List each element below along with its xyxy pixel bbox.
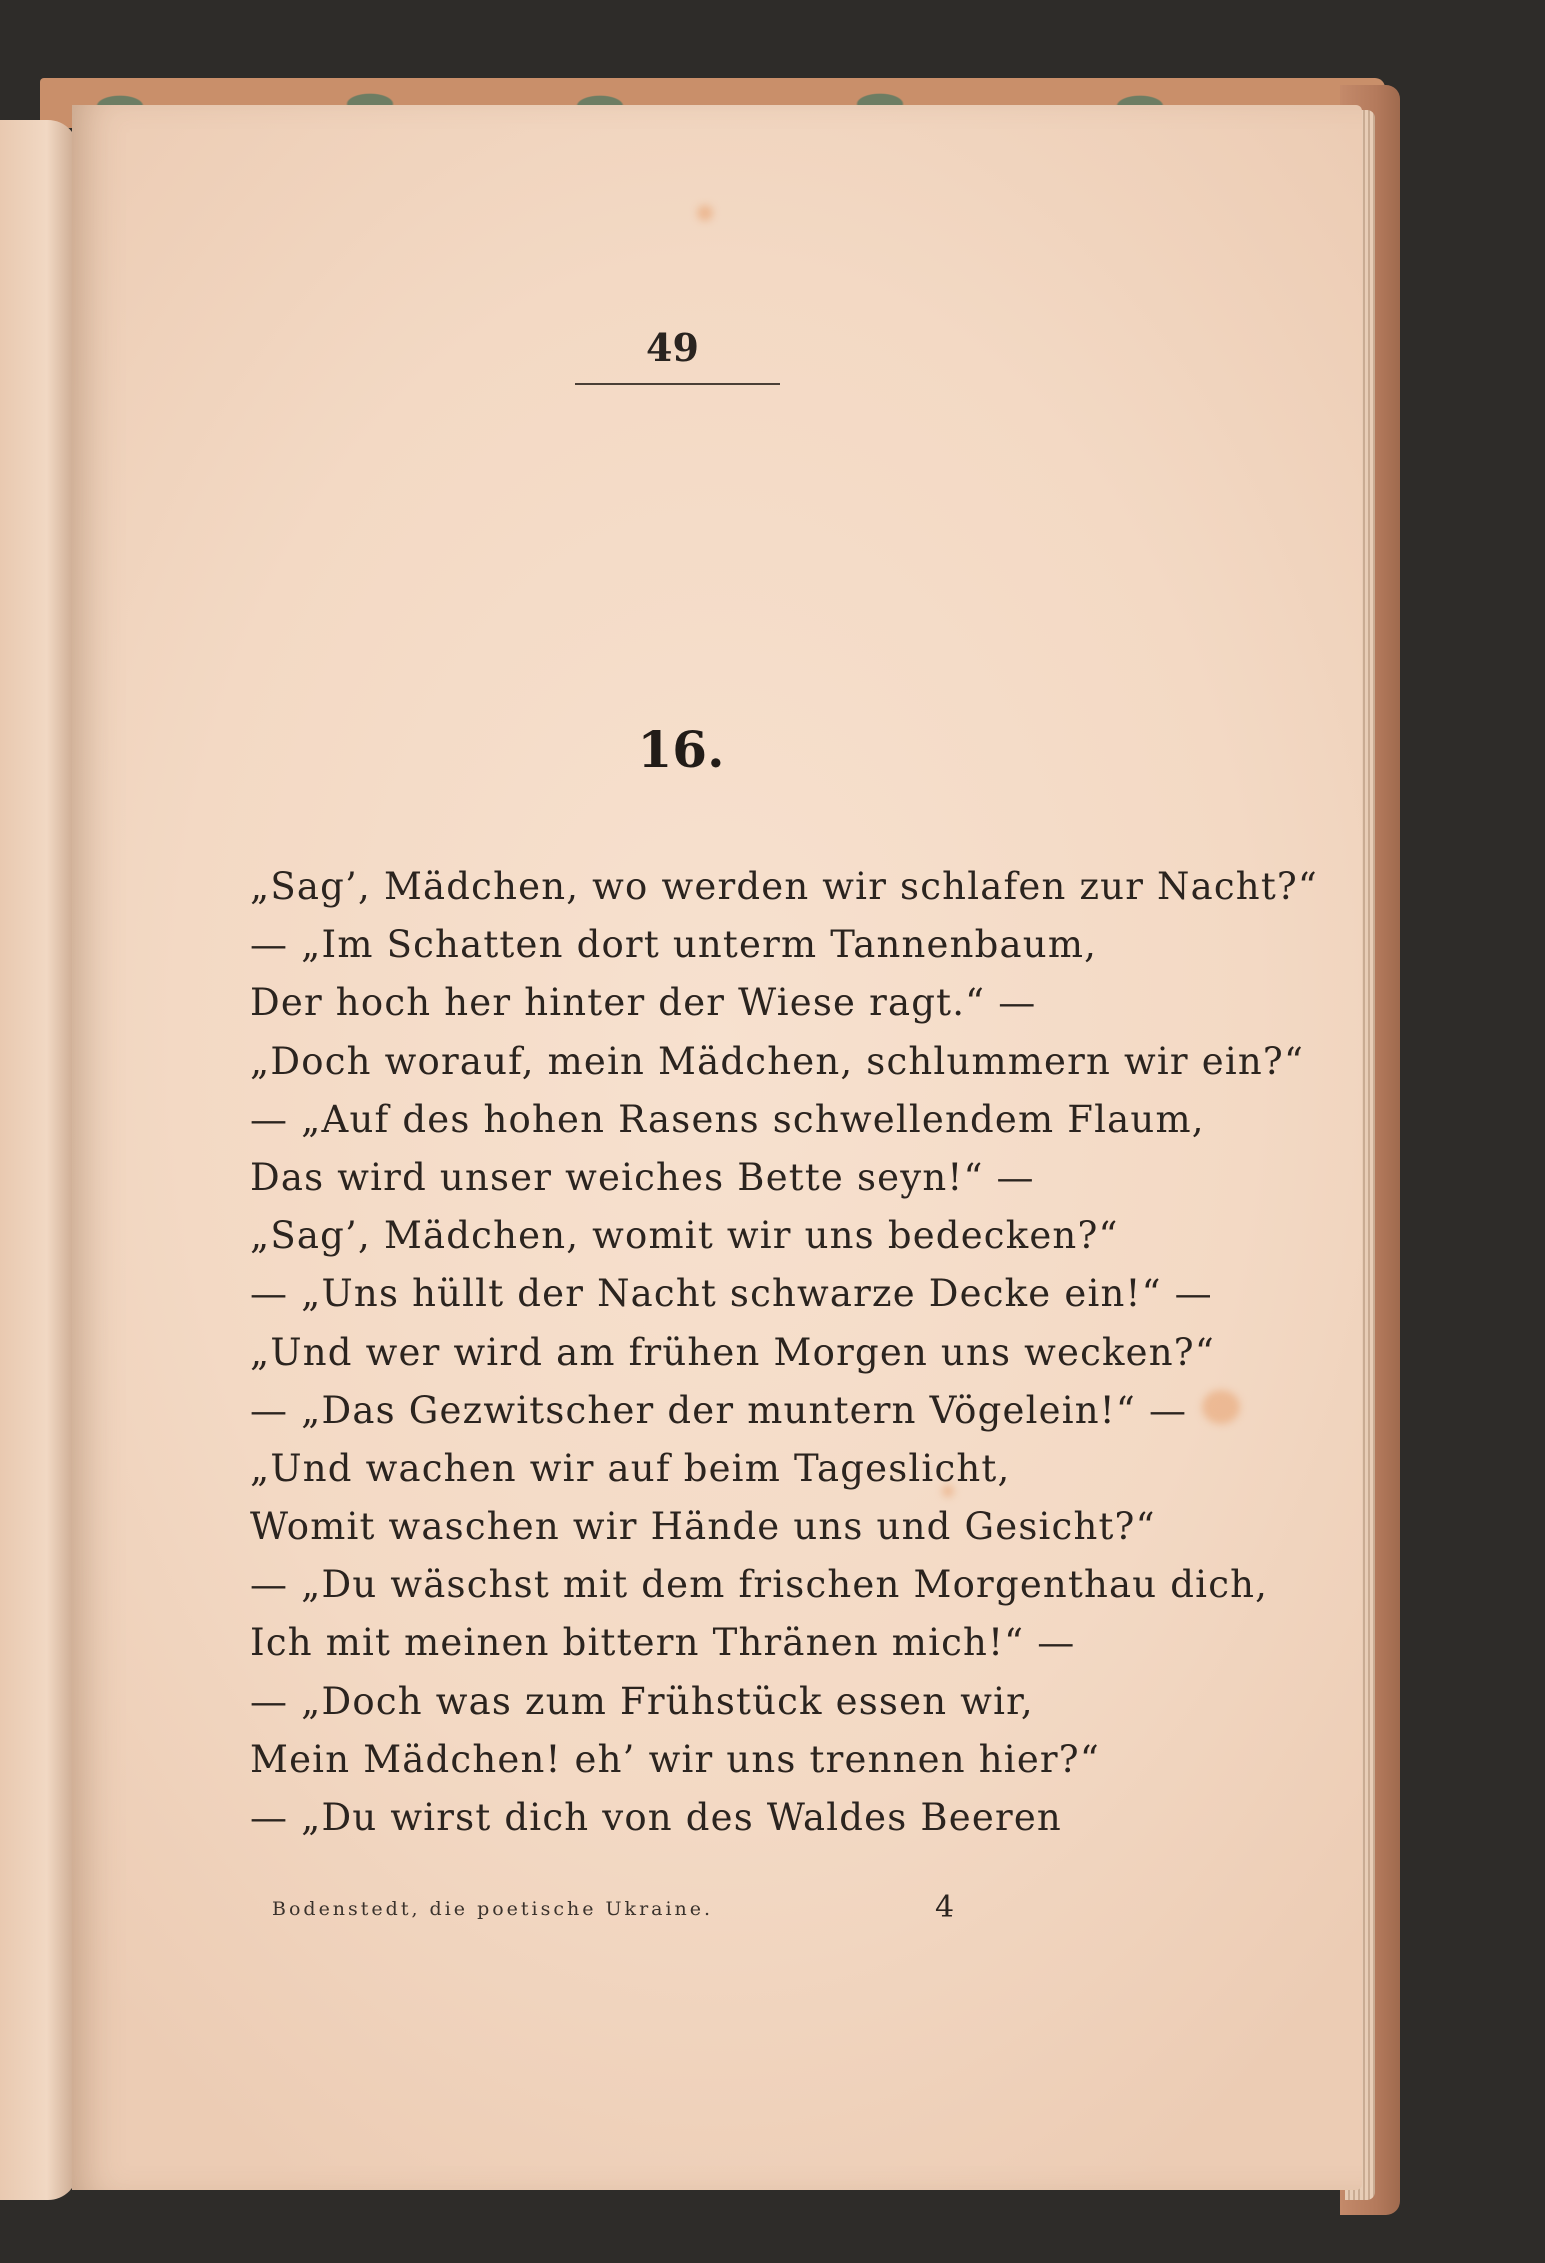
paper-stain (697, 205, 713, 221)
poem-line: „Doch worauf, mein Mädchen, schlummern wir ein?“ (250, 1039, 1305, 1083)
poem-line: — „Im Schatten dort unterm Tannenbaum, (250, 923, 1098, 967)
poem-line: — „Du wirst dich von des Waldes Beeren (250, 1796, 1062, 1839)
poem-line: — „Du wäschst mit dem frischen Morgenthau dich, (250, 1563, 1269, 1607)
poem-text (250, 858, 1319, 1847)
poem-line: „Sag’, Mädchen, womit wir uns bedecken?“ (250, 1214, 1119, 1258)
poem-line: Womit waschen wir Hände uns und Gesicht?“ (250, 1505, 1156, 1549)
footer-signature-note: Bodenstedt, die poetische Ukraine. (272, 1898, 714, 1920)
poem-line: Das wird unser weiches Bette seyn!“ — (250, 1155, 1035, 1199)
printer-signature-mark: 4 (935, 1890, 955, 1925)
poem-line: — „Uns hüllt der Nacht schwarze Decke ein!“ — (250, 1272, 1213, 1316)
poem-line: „Sag’, Mädchen, wo werden wir schlafen zur Nacht?“ (250, 865, 1319, 908)
poem-section-number: 16. (637, 720, 725, 779)
poem-line: Mein Mädchen! eh’ wir uns trennen hier?“ (250, 1737, 1100, 1781)
poem-line: — „Doch was zum Frühstück essen wir, (250, 1679, 1034, 1723)
poem-line: — „Das Gezwitscher der muntern Vögelein!“ — (250, 1388, 1188, 1432)
left-page-edge (0, 120, 78, 2200)
header-rule (575, 383, 780, 385)
poem-line: „Und wachen wir auf beim Tageslicht, (250, 1446, 1011, 1490)
poem-line: „Und wer wird am frühen Morgen uns wecken?“ (250, 1330, 1215, 1374)
poem-line: — „Auf des hohen Rasens schwellendem Flaum, (250, 1097, 1205, 1141)
poem-line: Der hoch her hinter der Wiese ragt.“ — (250, 981, 1037, 1025)
page-number: 49 (646, 325, 699, 370)
poem-line: Ich mit meinen bittern Thränen mich!“ — (250, 1621, 1076, 1665)
